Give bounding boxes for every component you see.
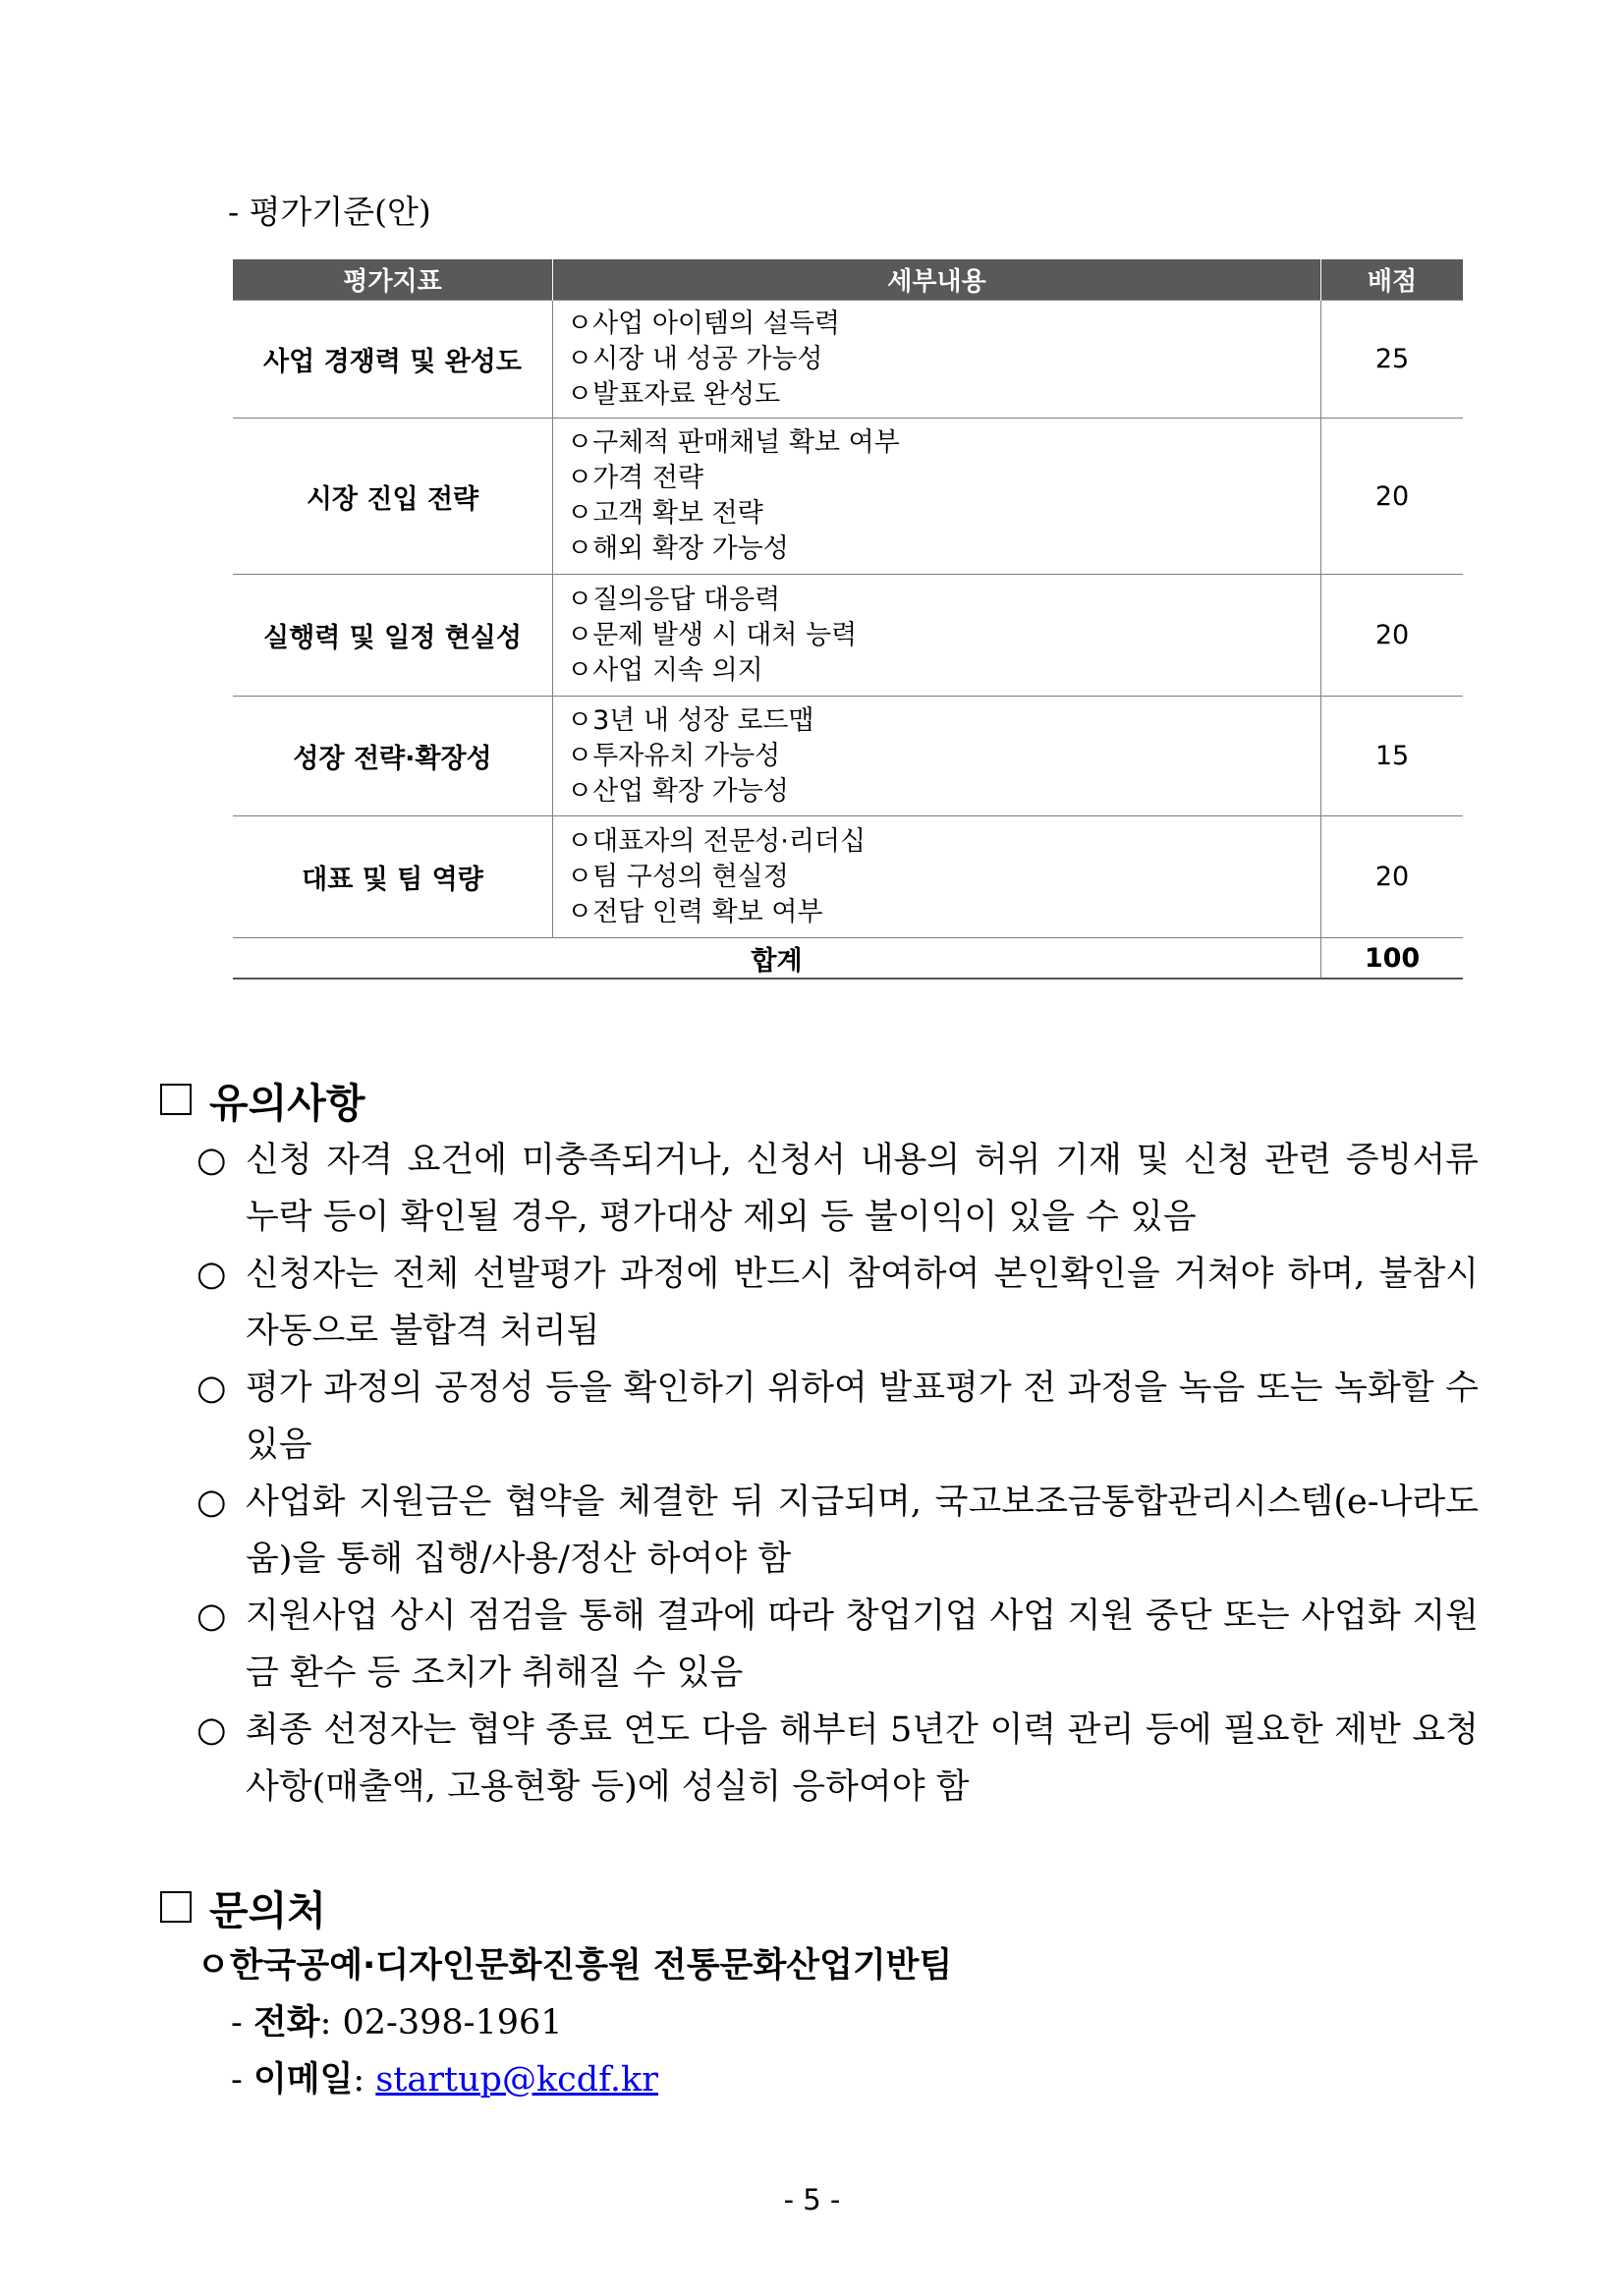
details-cell	[553, 575, 1321, 697]
contact-email-line	[196, 2051, 952, 2108]
detail-item: ㅇ질의응답 대응력	[567, 584, 781, 615]
details-cell	[553, 697, 1321, 816]
score-cell: 20	[1321, 419, 1464, 575]
circle-bullet-icon: ○	[196, 1141, 227, 1180]
circle-bullet-icon: ○	[196, 1369, 227, 1408]
circle-bullet-icon: ○	[196, 1596, 227, 1636]
total-row	[233, 938, 1463, 980]
circle-bullet-icon: ○	[196, 1255, 227, 1294]
note-text: 지원사업 상시 점검을 통해 결과에 따라 창업기업 사업 지원 중단 또는 사업화 지원금 환수 등 조치가 취해질 수 있음	[246, 1596, 1479, 1693]
dash-bullet: -	[231, 2003, 243, 2043]
detail-item: ㅇ사업 지속 의지	[567, 654, 763, 686]
detail-item: ㅇ3년 내 성장 로드맵	[567, 704, 814, 736]
indicator-cell: 사업 경쟁력 및 완성도	[233, 301, 553, 419]
detail-item: ㅇ시장 내 성공 가능성	[567, 343, 823, 374]
total-label: 합계	[233, 938, 1321, 980]
note-text: 평가 과정의 공정성 등을 확인하기 위하여 발표평가 전 과정을 녹음 또는 녹화할 수 있음	[246, 1369, 1479, 1465]
notes-section-title	[160, 1071, 364, 1129]
table-row	[233, 301, 1463, 419]
header-score: 배점	[1321, 259, 1464, 301]
list-item	[196, 1132, 1479, 1246]
detail-item: ㅇ대표자의 전문성·리더십	[567, 825, 867, 857]
header-details: 세부내용	[553, 259, 1321, 301]
note-text: 신청자는 전체 선발평가 과정에 반드시 참여하여 본인확인을 거쳐야 하며, 불참시 자동으로 불합격 처리됨	[246, 1255, 1479, 1351]
dash-bullet: -	[231, 2060, 243, 2100]
detail-item: ㅇ고객 확보 전략	[567, 498, 763, 529]
checkbox-square-icon	[160, 1084, 192, 1115]
detail-item: ㅇ팀 구성의 현실정	[567, 861, 789, 892]
indicator-cell: 실행력 및 일정 현실성	[233, 575, 553, 697]
total-score: 100	[1321, 938, 1464, 980]
indicator-cell: 성장 전략·확장성	[233, 697, 553, 816]
notes-title: 유의사항	[209, 1080, 365, 1127]
notes-list	[196, 1132, 1479, 1816]
details-cell	[553, 419, 1321, 575]
table-row	[233, 419, 1463, 575]
indicator-cell: 대표 및 팀 역량	[233, 816, 553, 938]
contact-info	[196, 1937, 952, 2108]
detail-item: ㅇ가격 전략	[567, 463, 703, 493]
details-cell	[553, 816, 1321, 938]
circle-bullet-icon: ○	[196, 1483, 227, 1522]
table-header-row	[233, 259, 1463, 301]
note-text: 사업화 지원금은 협약을 체결한 뒤 지급되며, 국고보조금통합관리시스템(e-나라도움)을 통해 집행/사용/정산 하여야 함	[246, 1483, 1479, 1579]
note-text: 최종 선정자는 협약 종료 연도 다음 해부터 5년간 이력 관리 등에 필요한 제반 요청사항(매출액, 고용현황 등)에 성실히 응하여야 함	[246, 1710, 1479, 1807]
detail-item: ㅇ구체적 판매채널 확보 여부	[567, 427, 900, 458]
contact-phone-line	[196, 1994, 952, 2051]
list-item	[196, 1246, 1479, 1360]
list-item	[196, 1588, 1479, 1702]
contact-organization: ㅇ한국공예·디자인문화진흥원 전통문화산업기반팀	[196, 1946, 953, 1986]
score-cell: 25	[1321, 301, 1464, 419]
table-row	[233, 697, 1463, 816]
table-row	[233, 575, 1463, 697]
criteria-heading: - 평가기준(안)	[228, 193, 431, 231]
email-label: 이메일	[252, 2060, 354, 2100]
phone-label: 전화	[252, 2003, 320, 2043]
header-indicator: 평가지표	[233, 259, 553, 301]
detail-item: ㅇ전담 인력 확보 여부	[567, 896, 823, 927]
list-item	[196, 1702, 1479, 1816]
checkbox-square-icon	[160, 1891, 192, 1923]
table-row	[233, 816, 1463, 938]
list-item	[196, 1474, 1479, 1588]
circle-bullet-icon: ○	[196, 1710, 227, 1750]
indicator-cell: 시장 진입 전략	[233, 419, 553, 575]
details-cell	[553, 301, 1321, 419]
note-text: 신청 자격 요건에 미충족되거나, 신청서 내용의 허위 기재 및 신청 관련 증빙서류 누락 등이 확인될 경우, 평가대상 제외 등 불이익이 있을 수 있음	[246, 1141, 1479, 1237]
evaluation-criteria-table	[233, 259, 1463, 980]
detail-item: ㅇ문제 발생 시 대처 능력	[567, 619, 858, 650]
detail-item: ㅇ해외 확장 가능성	[567, 533, 789, 564]
email-separator: :	[353, 2060, 376, 2100]
page-number: - 5 -	[783, 2183, 841, 2216]
detail-item: ㅇ사업 아이템의 설득력	[567, 308, 840, 339]
detail-item: ㅇ투자유치 가능성	[567, 740, 781, 771]
email-link[interactable]: startup@kcdf.kr	[375, 2060, 658, 2100]
phone-number: : 02-398-1961	[319, 2003, 563, 2043]
list-item	[196, 1360, 1479, 1474]
score-cell: 20	[1321, 816, 1464, 938]
score-cell: 20	[1321, 575, 1464, 697]
detail-item: ㅇ발표자료 완성도	[567, 378, 781, 410]
contact-section-title	[160, 1878, 326, 1936]
contact-title: 문의처	[209, 1887, 326, 1934]
detail-item: ㅇ산업 확장 가능성	[567, 775, 789, 807]
score-cell: 15	[1321, 697, 1464, 816]
